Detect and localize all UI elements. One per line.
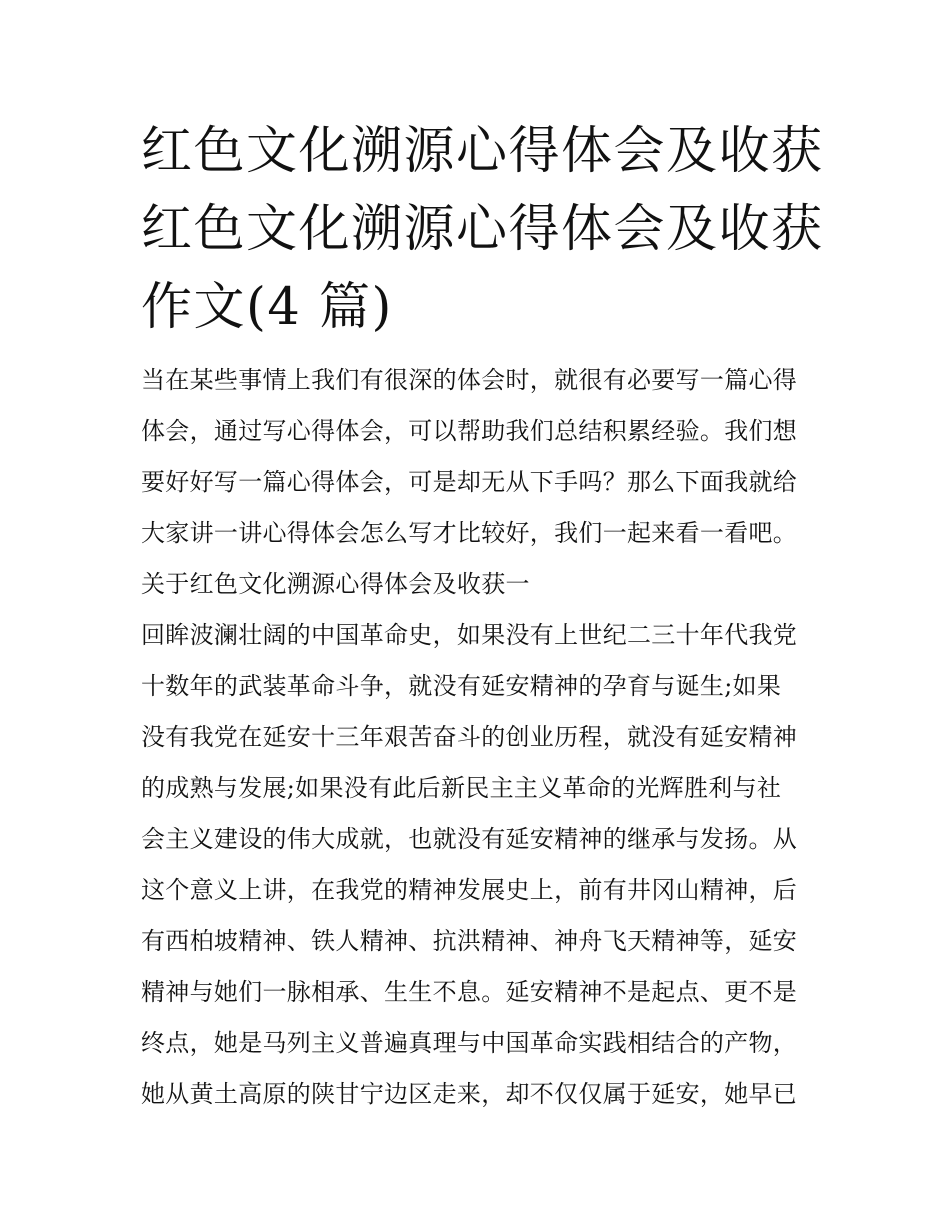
body-line: 要好好写一篇心得体会，可是却无从下手吗？那么下面我就给	[141, 468, 798, 496]
body-line: 终点，她是马列主义普遍真理与中国革命实践相结合的产物，	[141, 1029, 798, 1057]
body-line: 回眸波澜壮阔的中国革命史，如果没有上世纪二三十年代我党	[141, 621, 798, 649]
body-line: 的成熟与发展;如果没有此后新民主主义革命的光辉胜利与社	[141, 774, 782, 802]
title-line-1: 红色文化溯源心得体会及收获	[141, 122, 824, 181]
document-title	[141, 113, 824, 347]
body-line: 体会，通过写心得体会，可以帮助我们总结积累经验。我们想	[141, 417, 798, 445]
body-line: 有西柏坡精神、铁人精神、抗洪精神、神舟飞天精神等，延安	[141, 927, 798, 955]
body-line: 她从黄土高原的陕甘宁边区走来，却不仅仅属于延安，她早已	[141, 1080, 798, 1108]
section-heading: 关于红色文化溯源心得体会及收获一	[141, 570, 530, 598]
body-line: 会主义建设的伟大成就，也就没有延安精神的继承与发扬。从	[141, 825, 798, 853]
document-content	[141, 113, 824, 1120]
body-line: 十数年的武装革命斗争，就没有延安精神的孕育与诞生;如果	[141, 672, 782, 700]
body-line: 大家讲一讲心得体会怎么写才比较好，我们一起来看一看吧。	[141, 519, 798, 547]
title-line-3: 作文(4 篇)	[141, 278, 393, 337]
body-line: 这个意义上讲，在我党的精神发展史上，前有井冈山精神，后	[141, 876, 798, 904]
title-line-2: 红色文化溯源心得体会及收获	[141, 200, 824, 259]
document-body	[141, 355, 817, 1120]
body-line: 精神与她们一脉相承、生生不息。延安精神不是起点、更不是	[141, 978, 798, 1006]
body-line: 没有我党在延安十三年艰苦奋斗的创业历程，就没有延安精神	[141, 723, 798, 751]
body-line: 当在某些事情上我们有很深的体会时，就很有必要写一篇心得	[141, 366, 798, 394]
